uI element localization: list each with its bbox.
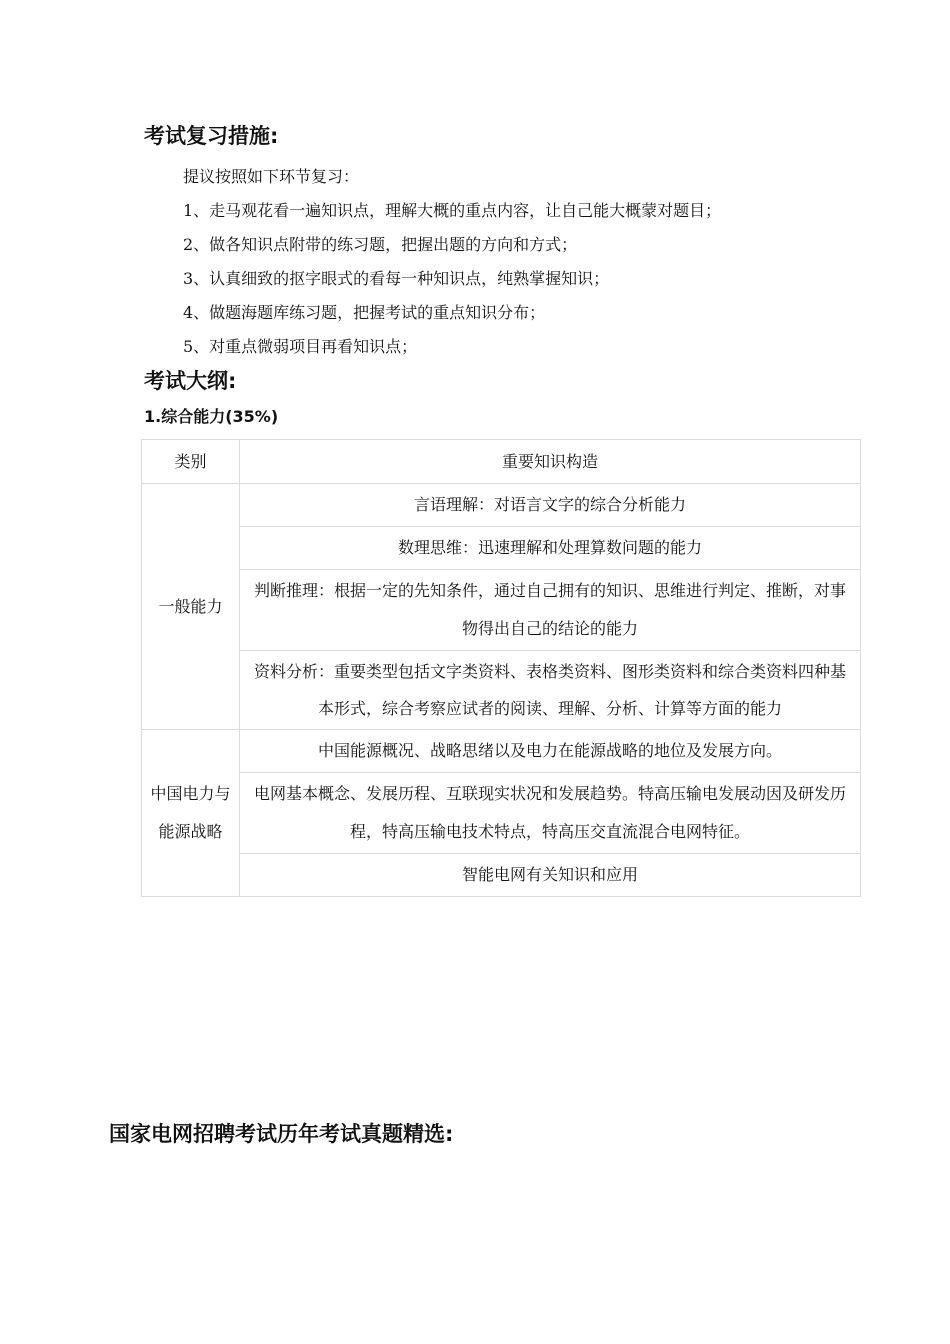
knowledge-cell: 判断推理：根据一定的先知条件，通过自己拥有的知识、思维进行判定、推断，对事物得出自己的结论的能力 (240, 570, 861, 651)
review-steps (183, 160, 721, 364)
header-knowledge: 重要知识构造 (240, 440, 861, 484)
table-row (142, 651, 861, 730)
review-step: 4、做题海题库练习题，把握考试的重点知识分布； (183, 303, 546, 322)
knowledge-cell: 中国能源概况、战略思绪以及电力在能源战略的地位及发展方向。 (240, 730, 861, 773)
knowledge-cell: 资料分析：重要类型包括文字类资料、表格类资料、图形类资料和综合类资料四种基本形式，综合考察应试者的阅读、理解、分析、计算等方面的能力 (240, 651, 861, 730)
knowledge-cell: 智能电网有关知识和应用 (240, 854, 861, 897)
review-title: 考试复习措施: (144, 124, 279, 148)
knowledge-cell: 言语理解：对语言文字的综合分析能力 (240, 484, 861, 527)
table-row (142, 484, 861, 527)
table-row (142, 570, 861, 651)
knowledge-cell: 电网基本概念、发展历程、互联现实状况和发展趋势。特高压输电发展动因及研发历程，特高压输电技术特点，特高压交直流混合电网特征。 (240, 773, 861, 854)
header-category: 类别 (142, 440, 240, 484)
review-step: 3、认真细致的抠字眼式的看每一种知识点，纯熟掌握知识； (183, 269, 610, 288)
table-header-row (142, 440, 861, 484)
outline-table (141, 439, 861, 897)
table-row (142, 730, 861, 773)
outline-title: 考试大纲: (144, 369, 237, 393)
category-cell: 中国电力与能源战略 (142, 730, 240, 897)
table-row (142, 854, 861, 897)
table-row (142, 527, 861, 570)
review-step: 5、对重点微弱项目再看知识点； (183, 337, 418, 356)
category-cell: 一般能力 (142, 484, 240, 730)
outline-section-title: 1.综合能力(35%) (144, 407, 279, 426)
review-intro: 提议按照如下环节复习： (183, 167, 360, 186)
review-step: 2、做各知识点附带的练习题，把握出题的方向和方式； (183, 235, 578, 254)
exam-title: 国家电网招聘考试历年考试真题精选: (109, 1122, 454, 1146)
table-row (142, 773, 861, 854)
knowledge-cell: 数理思维：迅速理解和处理算数问题的能力 (240, 527, 861, 570)
review-step: 1、走马观花看一遍知识点，理解大概的重点内容，让自己能大概蒙对题目； (183, 201, 722, 220)
